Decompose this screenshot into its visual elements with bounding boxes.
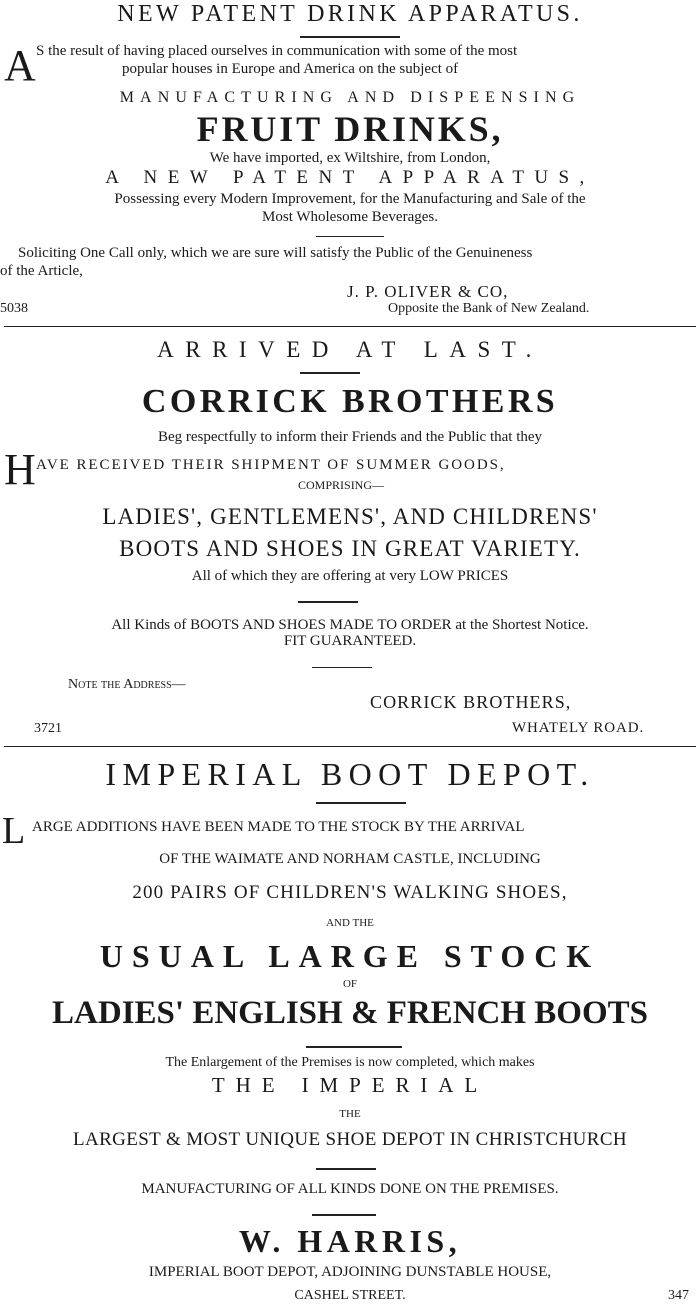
ad2-made-to-order: All Kinds of BOOTS AND SHOES MADE TO ORDER at the Shortest Notice. <box>111 617 589 633</box>
ad2-comprising: COMPRISING— <box>298 478 385 492</box>
ad2-ref-number: 3721 <box>34 721 62 736</box>
ad1-rule-2 <box>316 236 384 237</box>
ad3-and-the: AND THE <box>326 917 374 929</box>
ad3-additions-line: ARGE ADDITIONS HAVE BEEN MADE TO THE STOCK BY THE ARRIVAL <box>32 819 525 835</box>
ad3-usual-large-stock: USUAL LARGE STOCK <box>99 938 601 974</box>
ad3-the: THE <box>339 1108 361 1120</box>
ad2-ladies-gentlemens: LADIES', GENTLEMENS', AND CHILDRENS' <box>102 504 598 529</box>
ad3-rule-4 <box>312 1214 376 1216</box>
ad3-200-pairs: 200 PAIRS OF CHILDREN'S WALKING SHOES, <box>132 882 568 903</box>
ad3-manufacturing-line: MANUFACTURING OF ALL KINDS DONE ON THE PREMISES. <box>141 1181 559 1197</box>
ad2-rule-3 <box>312 667 372 668</box>
ad2-beg-line: Beg respectfully to inform their Friends and the Public that they <box>157 429 543 445</box>
ad1-rule-1 <box>300 36 400 38</box>
ad2-corrick-brothers: CORRICK BROTHERS <box>141 383 559 420</box>
ad2-note-address: Note the Address— <box>68 677 186 692</box>
ad2-received-line: AVE RECEIVED THEIR SHIPMENT OF SUMMER GOODS, <box>36 457 506 473</box>
ad3-rule-2 <box>306 1046 402 1048</box>
ad3-ref-number: 347 <box>668 1288 689 1303</box>
ad1-imported-line: We have imported, ex Wiltshire, from London, <box>209 150 491 166</box>
ad2-rule-2 <box>298 601 358 603</box>
ad1-intro-line-1: S the result of having placed ourselves in communication with some of the most <box>36 43 518 59</box>
ad1-fruit-drinks: FRUIT DRINKS, <box>196 109 504 149</box>
ad3-signature: W. HARRIS, <box>238 1223 462 1259</box>
ad2-rule-1 <box>300 372 360 374</box>
ad2-fit-guaranteed: FIT GUARANTEED. <box>283 633 417 649</box>
ad1-possessing-line-2: Most Wholesome Beverages. <box>262 209 438 225</box>
ad3-waimate-line: OF THE WAIMATE AND NORHAM CASTLE, INCLUDING <box>159 851 541 867</box>
ad1-new-patent-apparatus: A NEW PATENT APPARATUS, <box>105 167 595 188</box>
ad1-soliciting-line-1: Soliciting One Call only, which we are sure will satisfy the Public of the Genuineness <box>18 245 533 261</box>
ad2-arrived-at-last: ARRIVED AT LAST. <box>157 337 543 362</box>
divider-1 <box>4 326 696 327</box>
ad2-boots-and-shoes: BOOTS AND SHOES IN GREAT VARIETY. <box>119 536 581 561</box>
ad3-address-line-1: IMPERIAL BOOT DEPOT, ADJOINING DUNSTABLE HOUSE, <box>148 1264 552 1280</box>
ad1-ref-number: 5038 <box>0 301 28 316</box>
ad2-address: WHATELY ROAD. <box>512 720 645 736</box>
ad2-signature: CORRICK BROTHERS, <box>370 692 572 712</box>
ad1-headline: NEW PATENT DRINK APPARATUS. <box>117 1 583 27</box>
ad1-signature: J. P. OLIVER & CO, <box>347 282 509 301</box>
ad3-the-imperial: THE IMPERIAL <box>211 1073 489 1097</box>
ad3-ladies-english-french-boots: LADIES' ENGLISH & FRENCH BOOTS <box>52 995 648 1031</box>
ad3-drop-cap: L <box>2 810 26 852</box>
ad3-of: OF <box>342 978 358 990</box>
ad3-rule-1 <box>316 802 406 804</box>
ad2-drop-cap: H <box>4 445 36 494</box>
ad3-imperial-boot-depot: IMPERIAL BOOT DEPOT. <box>105 756 595 792</box>
ad2-low-prices: All of which they are offering at very LOW PRICES <box>191 568 509 584</box>
divider-2 <box>4 746 696 747</box>
ad3-enlargement-line: The Enlargement of the Premises is now completed, which makes <box>165 1055 535 1070</box>
ad3-largest-depot: LARGEST & MOST UNIQUE SHOE DEPOT IN CHRISTCHURCH <box>73 1129 627 1150</box>
ad1-drop-cap: A <box>4 41 36 90</box>
ad1-manufacturing-line: MANUFACTURING AND DISPEENSING <box>119 89 581 106</box>
ad1-possessing-line-1: Possessing every Modern Improvement, for the Manufacturing and Sale of the <box>114 191 586 207</box>
ad3-address-line-2: CASHEL STREET. <box>294 1288 406 1303</box>
ad1-address: Opposite the Bank of New Zealand. <box>388 301 590 316</box>
ad3-rule-3 <box>316 1168 376 1170</box>
ad1-intro-line-2: popular houses in Europe and America on the subject of <box>122 61 459 77</box>
ad1-soliciting-line-2: of the Article, <box>0 263 83 279</box>
